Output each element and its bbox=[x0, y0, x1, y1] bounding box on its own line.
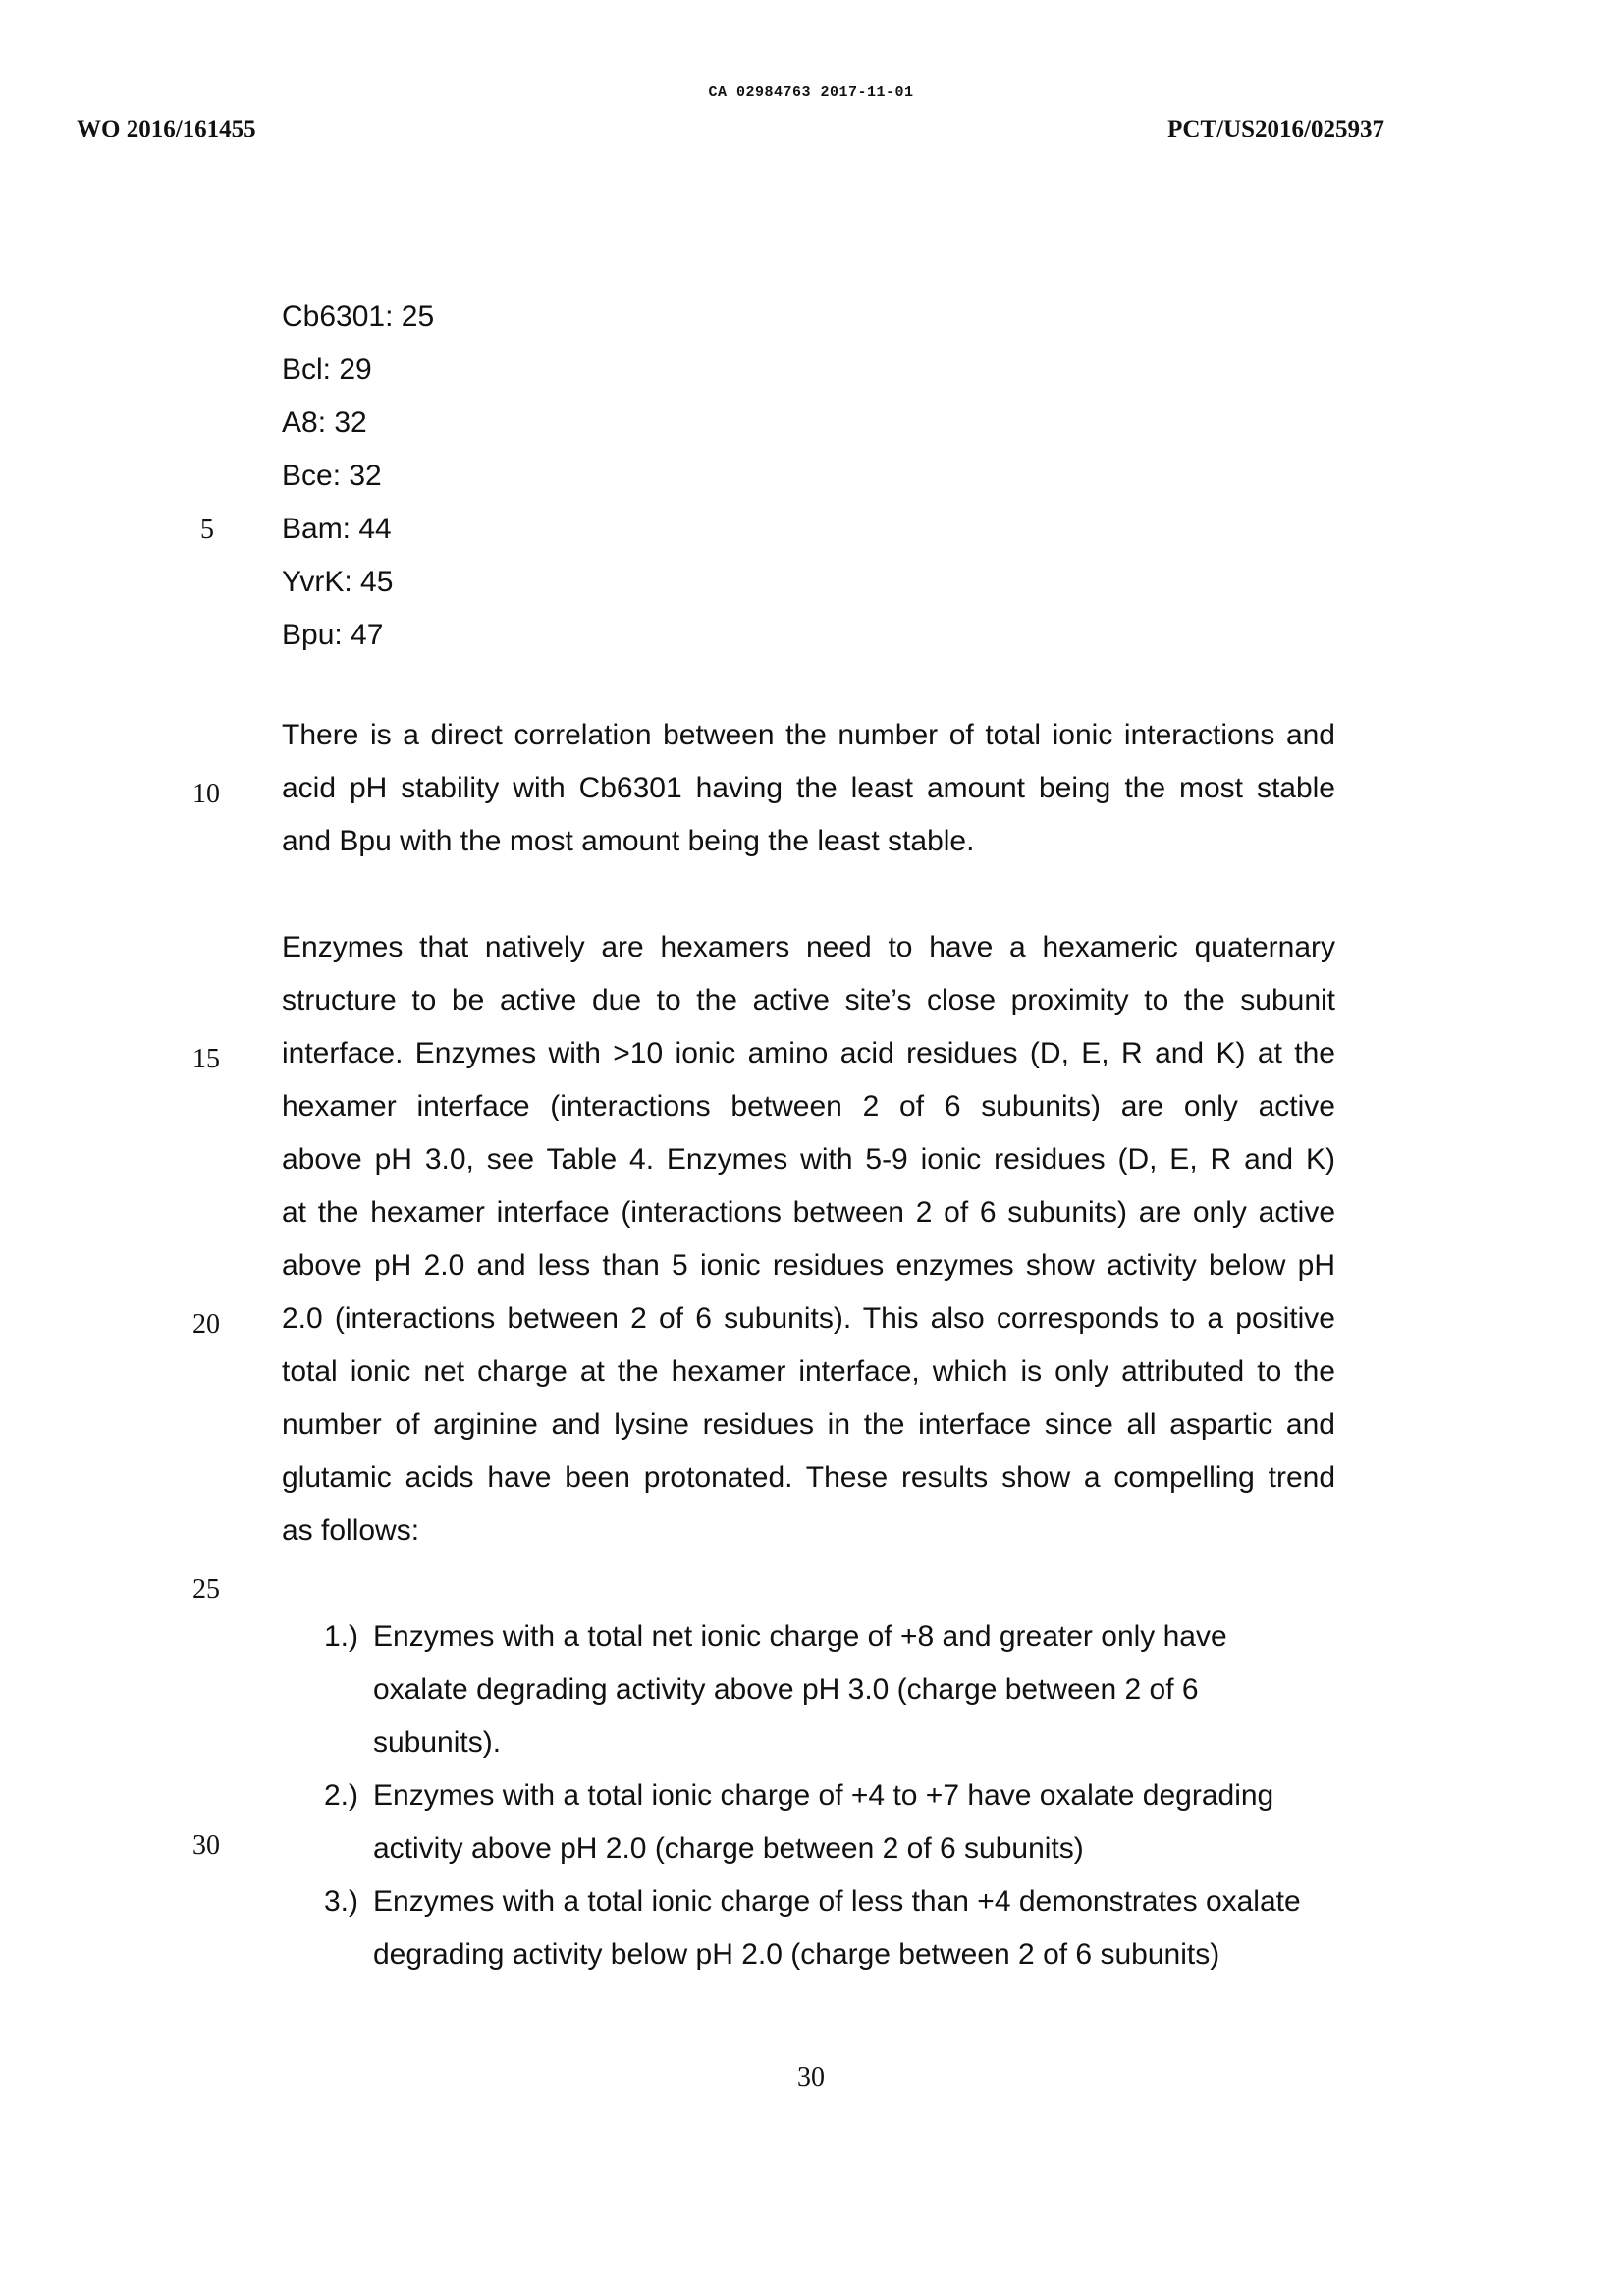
paragraph-line: above pH 2.0 and less than 5 ionic residues enzymes show activity below pH bbox=[282, 1249, 1335, 1282]
line-number: 5 bbox=[200, 515, 214, 545]
paragraph-line: structure to be active due to the active site’s close proximity to the subunit bbox=[282, 984, 1335, 1016]
ionic-count-item: YvrK: 45 bbox=[282, 566, 394, 598]
list-item-line: activity above pH 2.0 (charge between 2 of 6 subunits) bbox=[373, 1832, 1084, 1865]
ionic-count-item: Bpu: 47 bbox=[282, 619, 384, 651]
publication-number: WO 2016/161455 bbox=[77, 116, 256, 142]
list-item-line: degrading activity below pH 2.0 (charge between 2 of 6 subunits) bbox=[373, 1939, 1220, 1971]
list-item-line: subunits). bbox=[373, 1726, 502, 1759]
ionic-count-item: Cb6301: 25 bbox=[282, 301, 435, 333]
line-number: 30 bbox=[192, 1831, 220, 1861]
list-item-line: Enzymes with a total ionic charge of less than +4 demonstrates oxalate bbox=[373, 1886, 1301, 1918]
list-item-line: Enzymes with a total ionic charge of +4 to +7 have oxalate degrading bbox=[373, 1779, 1274, 1812]
paragraph-line: interface. Enzymes with >10 ionic amino acid residues (D, E, R and K) at the bbox=[282, 1037, 1335, 1069]
paragraph-line: total ionic net charge at the hexamer interface, which is only attributed to the bbox=[282, 1355, 1335, 1388]
application-number: PCT/US2016/025937 bbox=[1167, 116, 1384, 142]
list-item-line: oxalate degrading activity above pH 3.0 (charge between 2 of 6 bbox=[373, 1673, 1199, 1706]
paragraph-line: 2.0 (interactions between 2 of 6 subunits). This also corresponds to a positive bbox=[282, 1302, 1335, 1335]
paragraph-line: at the hexamer interface (interactions between 2 of 6 subunits) are only active bbox=[282, 1196, 1335, 1229]
list-item-number: 2.) bbox=[324, 1779, 359, 1812]
list-item-number: 1.) bbox=[324, 1620, 359, 1653]
ionic-count-item: A8: 32 bbox=[282, 407, 367, 439]
list-item-line: Enzymes with a total net ionic charge of +8 and greater only have bbox=[373, 1620, 1227, 1653]
filing-stamp: CA 02984763 2017-11-01 bbox=[708, 84, 914, 101]
paragraph-line: Enzymes that natively are hexamers need to have a hexameric quaternary bbox=[282, 931, 1335, 963]
ionic-count-item: Bce: 32 bbox=[282, 460, 382, 492]
ionic-count-item: Bcl: 29 bbox=[282, 354, 372, 386]
line-number: 25 bbox=[192, 1574, 220, 1605]
paragraph-line: There is a direct correlation between the number of total ionic interactions and bbox=[282, 719, 1335, 751]
paragraph-line: and Bpu with the most amount being the least stable. bbox=[282, 825, 975, 857]
paragraph-line: number of arginine and lysine residues in the interface since all aspartic and bbox=[282, 1408, 1335, 1441]
paragraph-line: acid pH stability with Cb6301 having the least amount being the most stable bbox=[282, 772, 1335, 804]
line-number: 10 bbox=[192, 779, 220, 809]
ionic-count-item: Bam: 44 bbox=[282, 513, 392, 545]
paragraph-line: above pH 3.0, see Table 4. Enzymes with 5-9 ionic residues (D, E, R and K) bbox=[282, 1143, 1335, 1175]
paragraph-line: as follows: bbox=[282, 1514, 420, 1547]
line-number: 20 bbox=[192, 1309, 220, 1339]
paragraph-line: hexamer interface (interactions between 2 of 6 subunits) are only active bbox=[282, 1090, 1335, 1122]
line-number: 15 bbox=[192, 1044, 220, 1074]
paragraph-line: glutamic acids have been protonated. These results show a compelling trend bbox=[282, 1461, 1335, 1494]
list-item-number: 3.) bbox=[324, 1886, 359, 1918]
page-number: 30 bbox=[797, 2062, 825, 2093]
